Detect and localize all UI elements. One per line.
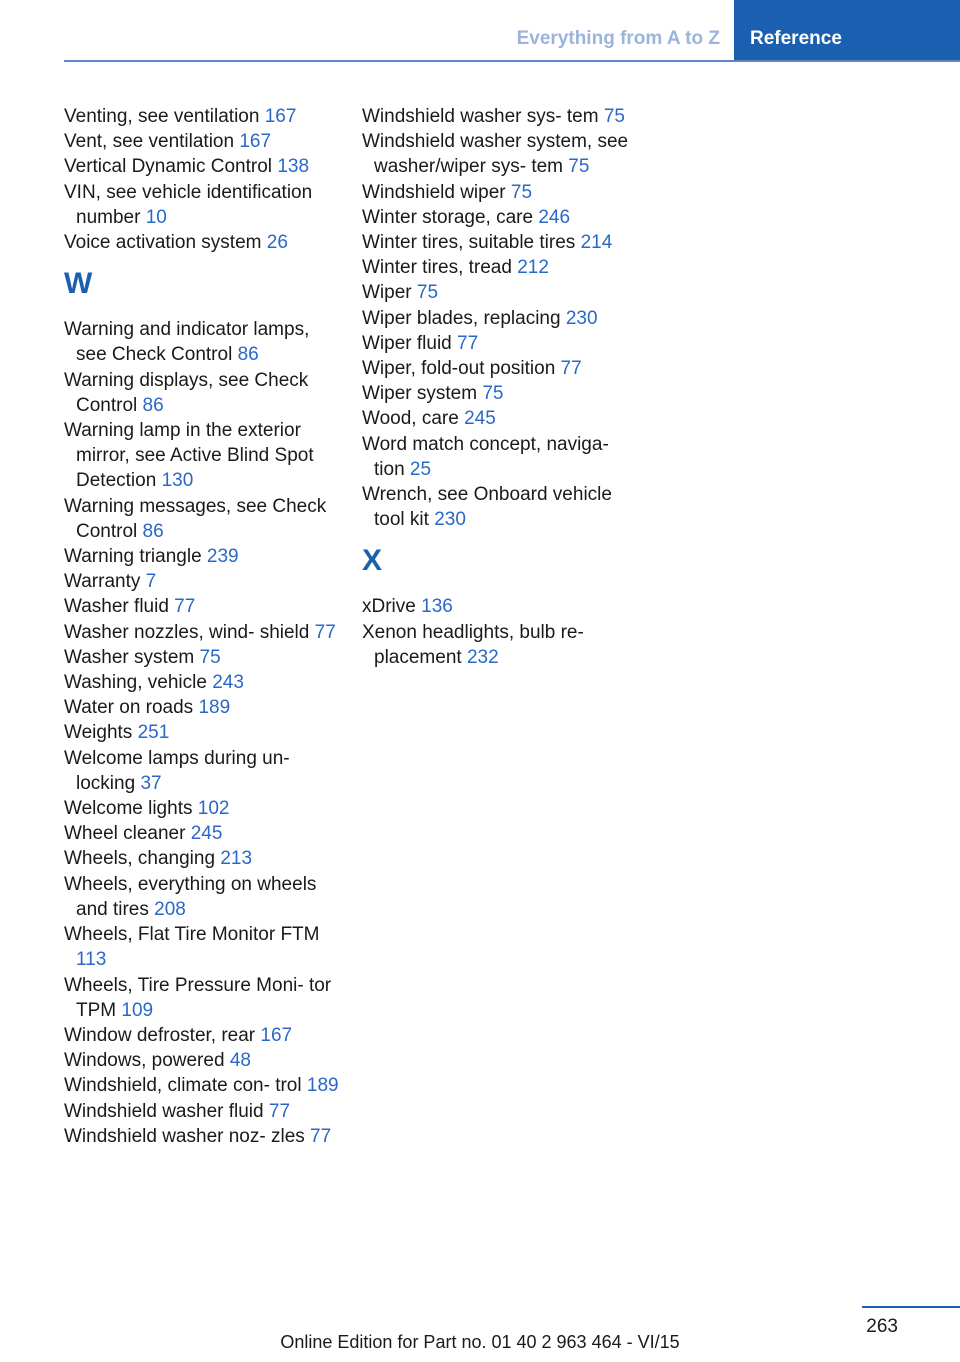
- index-page-link[interactable]: 251: [137, 722, 170, 744]
- index-entry-text: Vent, see ventilation: [64, 131, 235, 153]
- index-entry: [64, 129, 344, 154]
- index-entry-text: Wheels, everything on wheels and tires: [64, 873, 317, 920]
- index-entry: [64, 368, 344, 418]
- index-entry: [64, 1023, 344, 1048]
- index-page-link[interactable]: 167: [260, 1024, 293, 1046]
- index-entry: [362, 306, 642, 331]
- index-entry: [64, 720, 344, 745]
- index-page-link[interactable]: 232: [466, 646, 499, 668]
- index-entry-text: Wheels, Tire Pressure Moni‐ tor TPM: [64, 974, 332, 1021]
- index-entry-text: VIN, see vehicle identification number: [64, 181, 313, 228]
- index-entry-text: Wheels, changing: [64, 848, 216, 870]
- index-letter-heading: X: [362, 544, 383, 578]
- index-entry-text: Warning messages, see Check Control: [64, 495, 327, 542]
- index-page-link[interactable]: 243: [212, 672, 244, 694]
- index-page-link[interactable]: 75: [568, 156, 590, 178]
- index-entry-text: Winter storage, care: [362, 206, 534, 228]
- index-page-link[interactable]: 77: [268, 1100, 291, 1122]
- index-page-link[interactable]: 86: [237, 344, 259, 366]
- index-entry: [64, 594, 344, 619]
- index-entry-text: Warning and indicator lamps, see Check Control: [64, 319, 310, 366]
- index-entry: [362, 381, 642, 406]
- index-entry: [64, 1099, 344, 1124]
- index-page-link[interactable]: 86: [142, 394, 164, 416]
- index-entry: [362, 280, 642, 305]
- index-page-link[interactable]: 245: [464, 408, 496, 430]
- index-entry: [64, 620, 344, 645]
- index-entry: [362, 356, 642, 381]
- index-entry: [362, 230, 642, 255]
- index-page-link[interactable]: 75: [416, 282, 439, 304]
- index-entry-text: Wood, care: [362, 408, 459, 430]
- index-entry-text: Wheels, Flat Tire Monitor FTM: [64, 924, 320, 946]
- index-entry-text: Windshield washer noz‐ zles: [64, 1125, 305, 1147]
- index-page-link[interactable]: 189: [198, 697, 231, 719]
- index-entry-text: Wiper system: [362, 383, 478, 405]
- index-entry: [64, 796, 344, 821]
- index-page-link[interactable]: 86: [142, 520, 164, 542]
- index-entry: [362, 104, 642, 129]
- index-entry-text: Venting, see ventilation: [64, 106, 260, 127]
- index-page-link[interactable]: 48: [229, 1050, 251, 1072]
- index-page-link[interactable]: 77: [310, 1125, 332, 1147]
- index-page-link[interactable]: 136: [421, 596, 453, 618]
- index-page-link[interactable]: 214: [580, 232, 613, 254]
- index-entry-text: Winter tires, tread: [362, 257, 512, 279]
- index-column-right: [362, 104, 642, 670]
- index-page-link[interactable]: 130: [161, 470, 194, 492]
- index-entry: [362, 406, 642, 431]
- index-page-link[interactable]: 26: [266, 232, 288, 254]
- index-entry: [64, 154, 344, 179]
- index-entry-text: Welcome lights: [64, 798, 193, 820]
- index-entry-text: Wiper, fold-out position: [362, 358, 556, 380]
- index-entry-text: Windshield washer fluid: [64, 1100, 264, 1122]
- index-entry: [64, 645, 344, 670]
- index-entry: [64, 846, 344, 871]
- index-entry-text: Washer fluid: [64, 596, 169, 618]
- index-entry: [64, 180, 344, 230]
- index-page-link[interactable]: 77: [560, 358, 582, 380]
- index-entry: [64, 494, 344, 544]
- index-page-link[interactable]: 212: [517, 257, 549, 279]
- index-entry: [64, 1073, 344, 1098]
- index-entry-text: Wiper: [362, 282, 412, 304]
- header-section-title: Everything from A to Z: [516, 28, 720, 49]
- index-entry: [362, 594, 642, 619]
- index-page-link[interactable]: 246: [538, 206, 571, 228]
- index-entry: [64, 317, 344, 367]
- index-page-link[interactable]: 37: [140, 772, 162, 794]
- index-page-link[interactable]: 213: [220, 848, 253, 870]
- index-entry-text: Wrench, see Onboard vehicle tool kit: [362, 484, 612, 531]
- index-entry: [64, 569, 344, 594]
- index-entry-text: Wiper blades, replacing: [362, 307, 561, 329]
- index-page-link[interactable]: 167: [264, 106, 297, 127]
- index-page-link[interactable]: 25: [409, 458, 432, 480]
- index-page-link[interactable]: 113: [76, 949, 107, 971]
- index-entry-text: Winter tires, suitable tires: [362, 232, 576, 254]
- index-entry: [362, 255, 642, 280]
- index-entry-text: Word match concept, naviga‐ tion: [362, 433, 609, 480]
- index-page-link[interactable]: 230: [434, 509, 466, 531]
- index-entry: [362, 331, 642, 356]
- index-entry-text: Washer system: [64, 646, 195, 668]
- index-entry: [64, 1124, 344, 1149]
- index-entry-text: Wheel cleaner: [64, 823, 186, 845]
- index-entry-text: Warning displays, see Check Control: [64, 369, 309, 416]
- index-page-link[interactable]: 77: [457, 332, 479, 354]
- index-page-link[interactable]: 10: [145, 206, 167, 228]
- index-page-link[interactable]: 7: [145, 571, 157, 593]
- index-entry-text: xDrive: [362, 596, 416, 618]
- index-entry: [64, 1048, 344, 1073]
- index-page-link[interactable]: 75: [482, 383, 504, 405]
- index-page-link[interactable]: 77: [174, 596, 196, 618]
- index-entry: [64, 695, 344, 720]
- index-column-left: [64, 104, 344, 1149]
- index-entry-text: Window defroster, rear: [64, 1024, 256, 1046]
- header-tab-label: Reference: [750, 28, 842, 49]
- index-entry: [362, 620, 642, 670]
- index-entry-text: Warning triangle: [64, 546, 202, 568]
- index-entry: [362, 482, 642, 532]
- index-entry: [64, 670, 344, 695]
- index-entry: [64, 922, 344, 972]
- index-entry-text: Xenon headlights, bulb re‐ placement: [362, 621, 584, 668]
- index-entry: [362, 129, 642, 179]
- index-entry: [64, 230, 344, 255]
- index-entry: [64, 746, 344, 796]
- header-tab-reference[interactable]: [734, 0, 960, 60]
- index-entry-text: Washer nozzles, wind‐ shield: [64, 621, 310, 643]
- index-entry: [64, 973, 344, 1023]
- index-page-link[interactable]: 189: [306, 1075, 339, 1097]
- index-page-link[interactable]: 239: [206, 546, 239, 568]
- index-entry: [64, 821, 344, 846]
- index-page-link[interactable]: 245: [190, 823, 223, 845]
- index-page-link[interactable]: 230: [565, 307, 598, 329]
- index-entry-text: Windshield wiper: [362, 181, 506, 203]
- index-entry: [362, 205, 642, 230]
- index-entry-text: Warning lamp in the exterior mirror, see Active Blind Spot Detection: [64, 420, 314, 492]
- index-entry-text: Welcome lamps during un‐ locking: [64, 747, 290, 794]
- index-entry-text: Washing, vehicle: [64, 672, 207, 694]
- index-entry: [362, 432, 642, 482]
- index-entry-text: Weights: [64, 722, 133, 744]
- index-entry-text: Windshield washer system, see washer/wiper sys‐ tem: [362, 131, 629, 178]
- edition-note: Online Edition for Part no. 01 40 2 963 464 - VI/15: [280, 1332, 680, 1352]
- index-entry-text: Water on roads: [64, 697, 194, 719]
- index-page-link[interactable]: 102: [197, 798, 230, 820]
- index-entry-text: Voice activation system: [64, 232, 262, 254]
- header-rule: [64, 60, 960, 62]
- index-entry: [362, 180, 642, 205]
- index-entry: [64, 104, 344, 129]
- index-entry: [64, 418, 344, 494]
- index-entry-text: Windows, powered: [64, 1050, 225, 1072]
- index-letter-heading: W: [64, 267, 93, 301]
- index-page-link[interactable]: 75: [199, 646, 221, 668]
- index-entry-text: Windshield, climate con‐ trol: [64, 1075, 302, 1097]
- index-page-link[interactable]: 138: [277, 156, 310, 178]
- index-page-link[interactable]: 208: [154, 898, 186, 920]
- index-entry: [64, 544, 344, 569]
- index-page-link[interactable]: 167: [239, 131, 272, 153]
- index-entry-text: Warranty: [64, 571, 141, 593]
- index-entry: [64, 872, 344, 922]
- index-entry-text: Vertical Dynamic Control: [64, 156, 273, 178]
- index-page-link[interactable]: 75: [510, 181, 533, 203]
- index-entry-text: Windshield washer sys‐ tem: [362, 106, 599, 127]
- index-page-link[interactable]: 77: [314, 621, 336, 643]
- index-page-link[interactable]: 75: [603, 106, 625, 127]
- index-page-link[interactable]: 109: [121, 999, 154, 1021]
- index-entry-text: Wiper fluid: [362, 332, 452, 354]
- page-number: 263: [866, 1316, 898, 1337]
- footer-rule: [862, 1306, 960, 1308]
